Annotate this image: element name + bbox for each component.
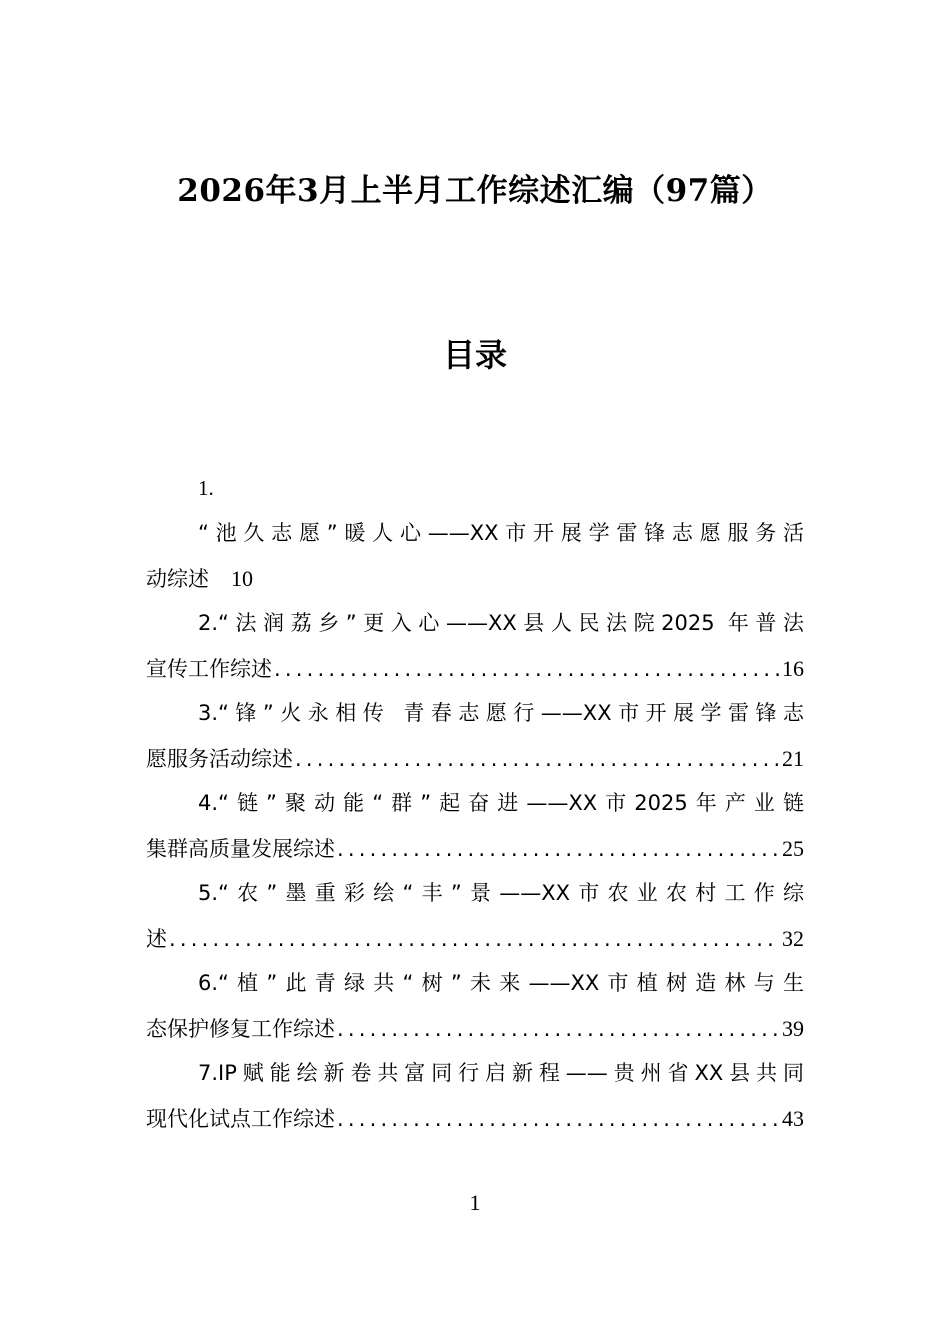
toc-item-5-page: 32 xyxy=(782,926,804,951)
table-of-contents xyxy=(146,466,804,1141)
toc-item-1-title-line1[interactable]: “池久志愿”暖人心——XX市开展学雷锋志愿服务活 xyxy=(198,521,804,545)
toc-item-3-title-line2: 愿服务活动综述 xyxy=(146,747,293,771)
toc-item-6-line2[interactable] xyxy=(146,1006,804,1051)
toc-item-3-title-line1[interactable]: 3.“锋”火永相传 青春志愿行——XX市开展学雷锋志 xyxy=(198,701,804,725)
dot-leader xyxy=(274,647,780,692)
toc-item-6-page: 39 xyxy=(782,1016,804,1041)
toc-item-2-title-line2: 宣传工作综述 xyxy=(146,657,272,681)
toc-item-5-title-line2: 述 xyxy=(146,927,167,951)
toc-item-4-title-line2: 集群高质量发展综述 xyxy=(146,837,335,861)
dot-leader xyxy=(337,1007,780,1052)
toc-item-2-title-line1[interactable]: 2.“法润荔乡”更入心——XX县人民法院2025 年普法 xyxy=(198,611,804,635)
toc-item-6-title-line2: 态保护修复工作综述 xyxy=(146,1017,335,1041)
dot-leader xyxy=(169,917,780,962)
dot-leader xyxy=(295,737,780,782)
document-title: 2026年3月上半月工作综述汇编（97篇） xyxy=(177,173,773,209)
toc-item-1-page: 10 xyxy=(231,566,253,591)
toc-item-7-title-line2: 现代化试点工作综述 xyxy=(146,1107,335,1131)
toc-item-1-line2[interactable] xyxy=(146,556,804,601)
toc-item-1-title-line2: 动综述 xyxy=(146,567,209,591)
toc-item-5-line2[interactable] xyxy=(146,916,804,961)
page-number: 1 xyxy=(469,1190,481,1215)
toc-item-7-page: 43 xyxy=(782,1106,804,1131)
toc-item-2-line2[interactable] xyxy=(146,646,804,691)
toc-item-3-page: 21 xyxy=(782,746,804,771)
toc-item-5-title-line1[interactable]: 5.“农”墨重彩绘“丰”景——XX市农业农村工作综 xyxy=(198,881,804,905)
toc-item-4-page: 25 xyxy=(782,836,804,861)
toc-item-4-line2[interactable] xyxy=(146,826,804,871)
toc-item-6-title-line1[interactable]: 6.“植”此青绿共“树”未来——XX市植树造林与生 xyxy=(198,971,804,995)
toc-item-1-number: 1. xyxy=(198,476,214,500)
dot-leader xyxy=(337,1097,780,1142)
toc-item-4-title-line1[interactable]: 4.“链”聚动能“群”起奋进——XX市2025年产业链 xyxy=(198,791,804,815)
toc-item-3-line2[interactable] xyxy=(146,736,804,781)
dot-leader xyxy=(337,827,780,872)
toc-item-2-page: 16 xyxy=(782,656,804,681)
toc-item-7-line2[interactable] xyxy=(146,1096,804,1141)
toc-heading: 目录 xyxy=(442,336,507,374)
toc-item-7-title-line1[interactable]: 7.IP赋能绘新卷共富同行启新程——贵州省XX县共同 xyxy=(198,1061,804,1085)
